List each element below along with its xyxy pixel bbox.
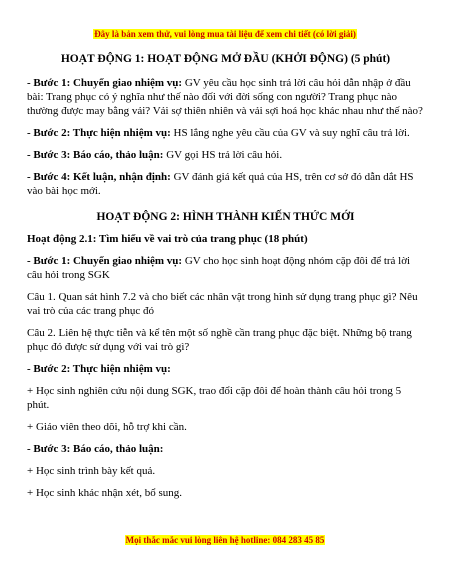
section1-step3-text: GV gọi HS trả lời câu hỏi. xyxy=(163,149,283,161)
section2-step3-item-1: + Học sinh trình bày kết quả. xyxy=(27,465,156,477)
section2-step2-item-2: + Giáo viên theo dõi, hỗ trợ khi cần. xyxy=(27,421,187,433)
section1-step1-text: GV yêu cầu học sinh trả lời câu hỏi dẫn nhập ở đầu bài: Trang phục có ý nghĩa như thế nào đối với đời sống con người? Trang phục nào thường được may bằng vải? Vải sợ thiên nhiên và vải sợi hoá học khác nhau như thế nào? xyxy=(27,77,423,117)
section2-step1-label: - Bước 1: Chuyển giao nhiệm vụ: xyxy=(27,255,183,267)
section1-step1-label: - Bước 1: Chuyển giao nhiệm vụ: xyxy=(27,77,183,89)
question-2: Câu 2. Liên hệ thực tiễn và kể tên một số nghề cần trang phục đặc biệt. Những bộ trang phục đó được sử dụng với vai trò gì? xyxy=(27,327,412,353)
section1-step4-text: GV đánh giá kết quả của HS, trên cơ sở đó dẫn dắt HS vào bài học mới. xyxy=(27,171,414,197)
hotline-footer-text: Mọi thắc mắc vui lòng liên hệ hotline: 084 283 45 85 xyxy=(125,535,325,545)
section1-step3-label: - Bước 3: Báo cáo, thảo luận: xyxy=(27,149,164,161)
section1-step1 xyxy=(27,76,424,118)
section1-step2-text: HS lắng nghe yêu cầu của GV và suy nghĩ câu trả lời. xyxy=(170,127,410,139)
section1-step4-label: - Bước 4: Kết luận, nhận định: xyxy=(27,171,171,183)
section1-step2 xyxy=(27,126,424,140)
question-1: Câu 1. Quan sát hình 7.2 và cho biết các nhân vật trong hình sử dụng trang phục gì? Nêu vai trò của các trang phục đó xyxy=(27,291,418,317)
section1-step2-label: - Bước 2: Thực hiện nhiệm vụ: xyxy=(27,127,171,139)
section2-subheading: Hoạt động 2.1: Tìm hiểu về vai trò của trang phục (18 phút) xyxy=(27,233,308,245)
preview-notice-banner xyxy=(0,29,450,39)
document-content xyxy=(27,52,424,500)
section2-step2-item-1: + Học sinh nghiên cứu nội dung SGK, trao đổi cặp đôi để hoàn thành câu hỏi trong 5 phút. xyxy=(27,385,402,411)
section2-heading: HOẠT ĐỘNG 2: HÌNH THÀNH KIẾN THỨC MỚI xyxy=(96,211,355,223)
hotline-footer-banner xyxy=(0,535,450,545)
section2-step1 xyxy=(27,254,424,282)
section2-step1-text: GV cho học sinh hoạt động nhóm cặp đôi để trả lời câu hỏi trong SGK xyxy=(27,255,411,281)
section1-step4 xyxy=(27,170,424,198)
section2-step3-label: - Bước 3: Báo cáo, thảo luận: xyxy=(27,443,164,455)
section2-step3-item-2: + Học sinh khác nhận xét, bổ sung. xyxy=(27,487,182,499)
section1-heading: HOẠT ĐỘNG 1: HOẠT ĐỘNG MỞ ĐẦU (KHỞI ĐỘNG) (5 phút) xyxy=(60,53,391,65)
section1-step3 xyxy=(27,148,424,162)
preview-notice-text: Đây là bản xem thử, vui lòng mua tài liệu để xem chi tiết (có lời giải) xyxy=(94,29,356,39)
section2-step2-label: - Bước 2: Thực hiện nhiệm vụ: xyxy=(27,363,171,375)
